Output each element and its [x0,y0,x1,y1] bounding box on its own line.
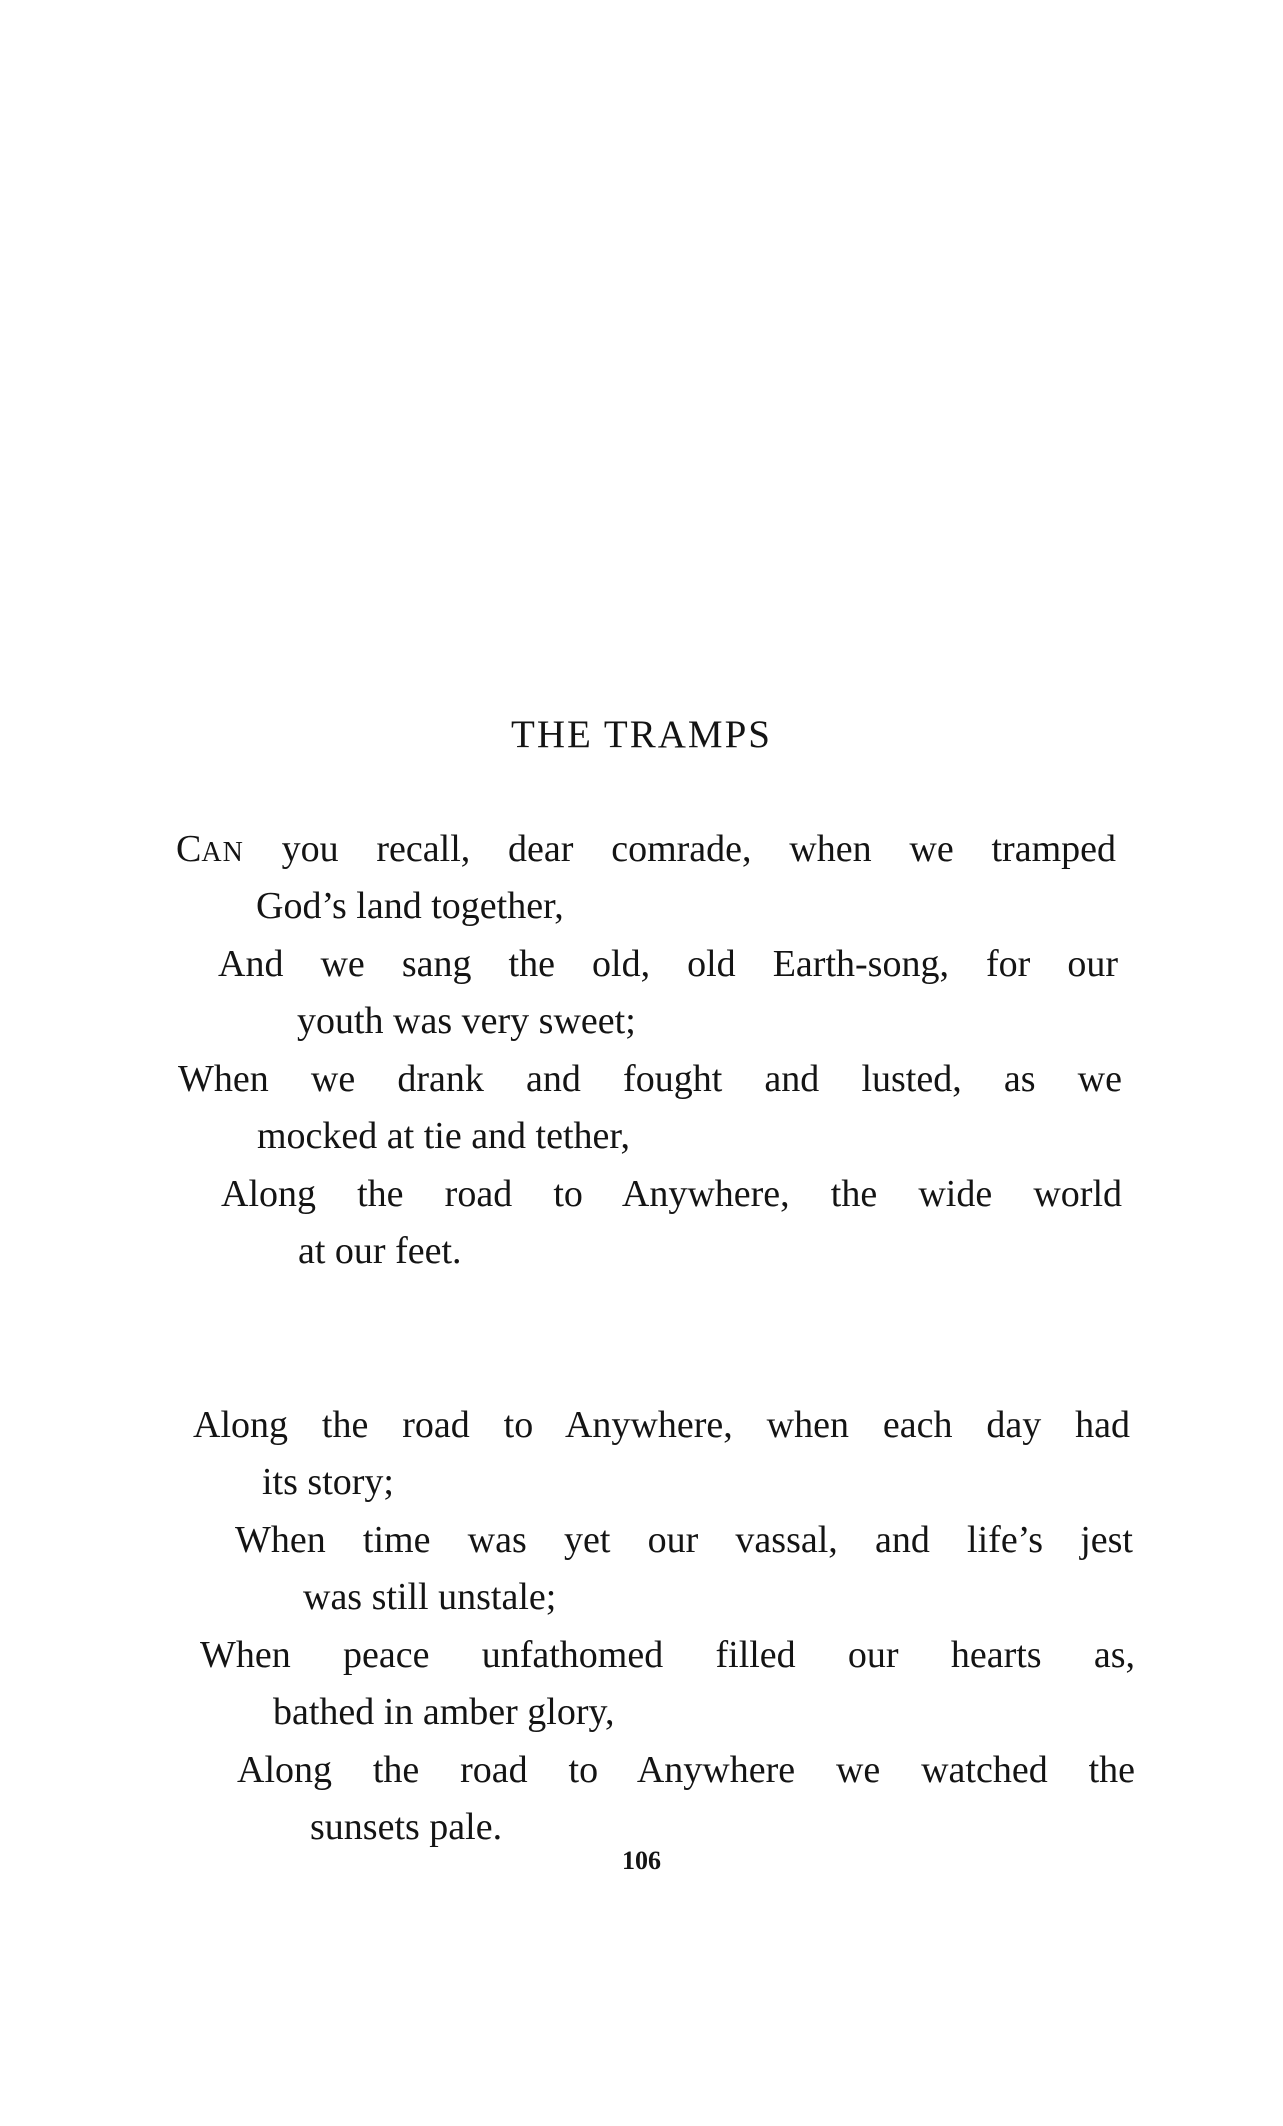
page-number: 106 [622,1846,661,1875]
poem-line: Along the road to Anywhere, the wide world [221,1173,1122,1215]
poem-line: God’s land together, [256,885,564,927]
small-caps: AN [201,837,244,868]
poem-line: Along the road to Anywhere, when each day had [193,1404,1130,1446]
first-letter: C [176,828,202,870]
poem-line [176,826,1116,876]
poem-line: bathed in amber glory, [273,1691,615,1733]
poem-line: Along the road to Anywhere we watched the [237,1749,1135,1791]
poem-line: youth was very sweet; [297,1000,636,1042]
poem-line: at our feet. [298,1230,462,1272]
drop-word [176,828,244,870]
poem-line: its story; [262,1461,394,1503]
poem-line: When we drank and fought and lusted, as we [178,1058,1122,1100]
poem-line: mocked at tie and tether, [257,1115,631,1157]
poem-line: And we sang the old, old Earth-song, for our [218,943,1118,985]
poem-line: When time was yet our vassal, and life’s jest [235,1519,1133,1561]
poem-line: was still unstale; [303,1576,557,1618]
poem-line: sunsets pale. [310,1806,503,1848]
poem-title: THE TRAMPS [511,713,772,756]
poem-line: When peace unfathomed filled our hearts as, [200,1634,1135,1676]
line-text: you recall, dear comrade, when we tramped [243,828,1116,870]
